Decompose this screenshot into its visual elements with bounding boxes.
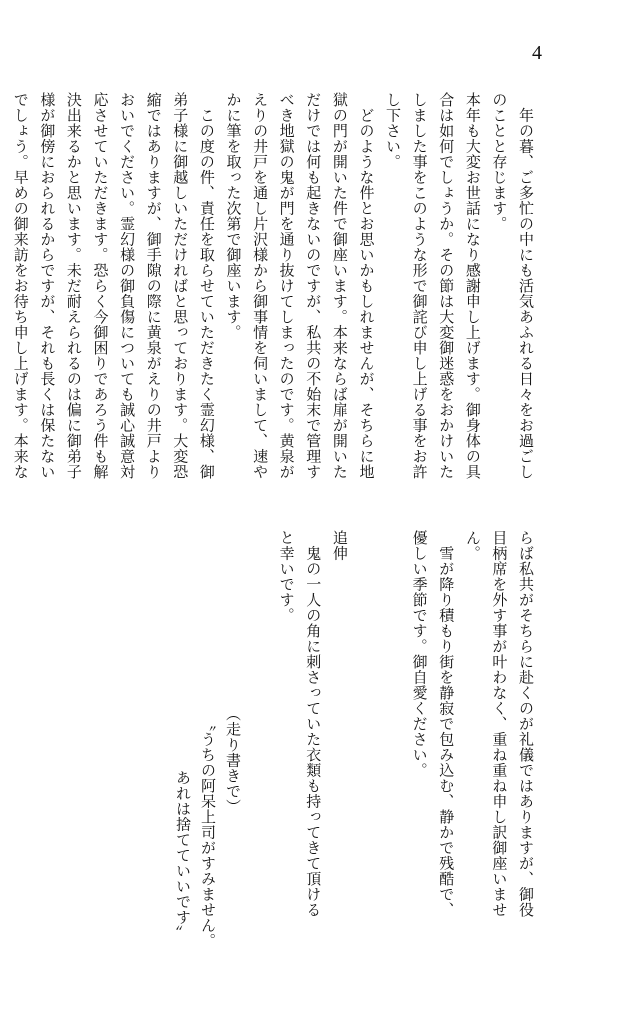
text-column: 応させていただきます。恐らく今御困りであろう件も解 (91, 92, 110, 480)
text-column: でしょう。早めの御来訪をお待ち申し上げます。本来な (11, 92, 30, 480)
text-column: おいでください。霊幻様の御負傷についても誠心誠意対 (118, 92, 137, 480)
text-column: 鬼の一人の角に刺さっていた衣類も持ってきて頂ける (304, 530, 323, 918)
text-column: だけでは何も起きないのですが、私共の不始末で管理す (304, 92, 323, 480)
text-column: 雪が降り積もり街を静寂で包み込む、静かで残酷で、 (437, 530, 456, 918)
text-column: この度の件、責任を取らせていただきたく霊幻様、御 (197, 92, 216, 480)
text-column: と幸いです。 (277, 530, 296, 623)
text-column: 優しい季節です。御自愛ください。 (410, 530, 429, 778)
text-column: らば私共がそちらに赴くのが礼儀ではありますが、御役 (517, 530, 535, 918)
text-column: 合は如何でしょうか。その節は大変御迷惑をおかけいた (437, 92, 456, 480)
text-column: べき地獄の鬼が門を通り抜けてしまったのです。黄泉が (277, 92, 296, 480)
text-column: 決出来るかと思います。未だ耐えられるのは偏に御弟子 (64, 92, 83, 480)
text-column: えりの井戸を通し片沢様から御事情を伺いまして、速や (251, 92, 270, 480)
scribble-note-label: （走り書きで） (224, 706, 242, 815)
text-column (353, 530, 380, 950)
text-column: 縮ではありますが、御手隙の際に黄泉がえりの井戸より (144, 92, 163, 480)
text-column: 目柄席を外す事が叶わなく、重ね重ね申し訳御座いませ (490, 530, 509, 918)
text-column: どのような件とお思いかもしれませんが、そちらに地 (357, 92, 376, 480)
text-column: しました事をこのような形で御詫び申し上げる事をお許 (410, 92, 429, 480)
text-column: 様が御傍におられるからですが、それも長くは保たない (38, 92, 57, 480)
letter-body-lower (19, 530, 539, 950)
page-number: 4 (532, 42, 542, 64)
text-column: 本年も大変お世話になり感謝申し上げます。御身体の具 (463, 92, 482, 480)
text-column: 年の暮、ご多忙の中にも活気あふれる日々をお過ごし (517, 92, 535, 480)
letter-body-upper (11, 92, 539, 512)
text-column: 追伸 (330, 530, 349, 561)
text-column (379, 530, 406, 950)
text-column: 弟子様に御越しいただければと思っております。大変恐 (171, 92, 190, 480)
text-column: かに筆を取った次第で御座います。 (224, 92, 243, 340)
text-column: 獄の門が開いた件で御座います。本来ならば扉が開いた (330, 92, 349, 480)
text-column: ん。 (463, 530, 482, 561)
text-column: のことと存じます。 (490, 92, 509, 232)
scribble-note-line-1: 〝うちの阿呆上司がすみません。 (199, 716, 217, 949)
text-column: し下さい。 (384, 92, 403, 170)
scribble-note-line-2: あれは捨てていいです〟 (174, 770, 192, 941)
